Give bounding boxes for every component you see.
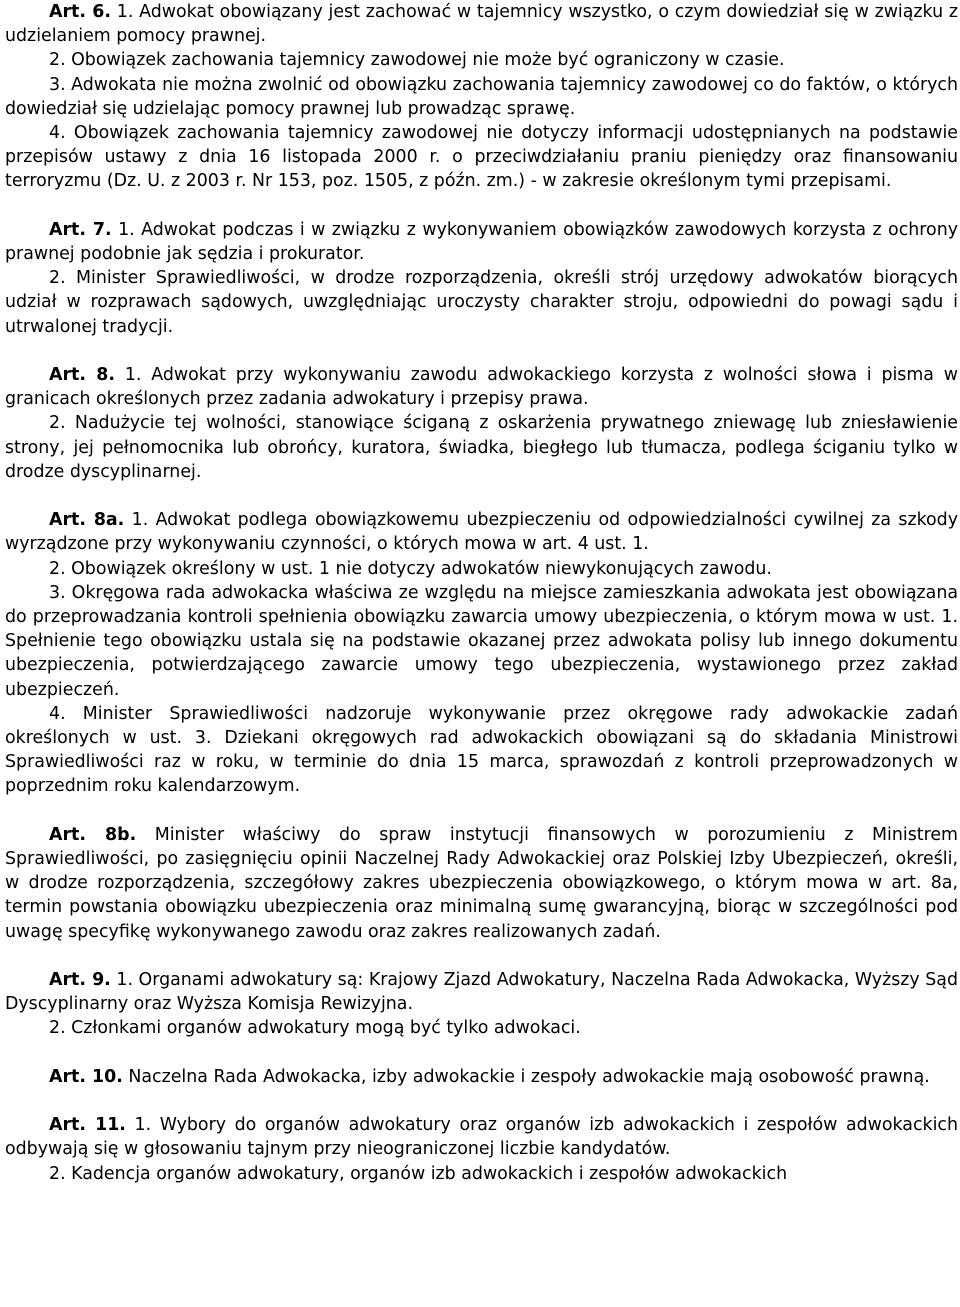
article-paragraph: 3. Okręgowa rada adwokacka właściwa ze względu na miejsce zamieszkania adwokata jest obowiązana do przeprowadzania kontroli spełnienia obowiązku zawarcia umowy ubezpieczenia, o którym mowa w ust. 1. Spełnienie tego obowiązku ustala się na podstawie okazanej przez adwokata polisy lub innego dokumentu ubezpieczenia, potwierdzającego zawarcie umowy tego ubezpieczenia, wystawionego przez zakład ubezpieczeń. xyxy=(5,582,958,700)
article-paragraph xyxy=(5,1065,958,1089)
article-paragraph xyxy=(5,1113,958,1161)
article-paragraph: 3. Adwokata nie można zwolnić od obowiązku zachowania tajemnicy zawodowej co do faktów, o których dowiedział się udzielając pomocy prawnej lub prowadząc sprawę. xyxy=(5,74,958,119)
article-paragraph: 2. Nadużycie tej wolności, stanowiące ściganą z oskarżenia prywatnego zniewagę lub zniesławienie strony, jej pełnomocnika lub obrońcy, kuratora, świadka, biegłego lub tłumacza, podlega ściganiu tylko w drodze dyscyplinarnej. xyxy=(5,413,958,482)
article-6 xyxy=(5,0,958,194)
paragraph-text: 1. Organami adwokatury są: Krajowy Zjazd Adwokatury, Naczelna Rada Adwokacka, Wyższy Sąd Dyscyplinarny oraz Wyższa Komisja Rewizyjna. xyxy=(5,970,959,1015)
paragraph-text: 1. Adwokat podlega obowiązkowemu ubezpieczeniu od odpowiedzialności cywilnej za szkody wyrządzone przy wykonywaniu czynności, o których mowa w art. 4 ust. 1. xyxy=(5,510,959,555)
article-paragraph: 4. Minister Sprawiedliwości nadzoruje wykonywanie przez okręgowe rady adwokackie zadań określonych w ust. 3. Dziekani okręgowych rad adwokackich obowiązani są do składania Ministrowi Sprawiedliwości raz w roku, w terminie do dnia 15 marca, sprawozdań z kontroli przeprowadzonych w poprzednim roku kalendarzowym. xyxy=(5,703,958,797)
article-number: Art. 8b. xyxy=(49,824,137,845)
article-paragraph xyxy=(5,508,958,556)
article-11 xyxy=(5,1113,958,1186)
paragraph-text: 1. Adwokat podczas i w związku z wykonywaniem obowiązków zawodowych korzysta z ochrony prawnej podobnie jak sędzia i prokurator. xyxy=(5,219,959,265)
article-8a xyxy=(5,508,958,798)
article-paragraph: 4. Obowiązek zachowania tajemnicy zawodowej nie dotyczy informacji udostępnianych na podstawie przepisów ustawy z dnia 16 listopada 2000 r. o przeciwdziałaniu praniu pieniędzy oraz finansowaniu terroryzmu (Dz. U. z 2003 r. Nr 153, poz. 1505, z późn. zm.) - w zakresie określonym tymi przepisami. xyxy=(5,123,958,192)
paragraph-text: 1. Wybory do organów adwokatury oraz organów izb adwokackich i zespołów adwokackich odbywają się w głosowaniu tajnym przy nieograniczonej liczbie kandydatów. xyxy=(5,1115,958,1160)
article-paragraph xyxy=(5,0,958,48)
article-number: Art. 8a. xyxy=(49,510,125,531)
article-paragraph: 2. Kadencja organów adwokatury, organów izb adwokackich i zespołów adwokackich xyxy=(49,1163,788,1184)
document-page xyxy=(5,0,958,1186)
article-8b xyxy=(5,823,958,944)
article-paragraph: 2. Minister Sprawiedliwości, w drodze rozporządzenia, określi strój urzędowy adwokatów biorących udział w rozprawach sądowych, uwzględniając uroczysty charakter stroju, odpowiedni do powagi sądu i utrwalonej tradycji. xyxy=(5,268,958,337)
article-number: Art. 7. xyxy=(49,219,112,240)
article-7 xyxy=(5,218,958,339)
article-paragraph: 2. Obowiązek określony w ust. 1 nie dotyczy adwokatów niewykonujących zawodu. xyxy=(49,558,772,579)
paragraph-text: 1. Adwokat obowiązany jest zachować w tajemnicy wszystko, o czym dowiedział się w związku z udzielaniem pomocy prawnej. xyxy=(5,2,959,47)
article-8 xyxy=(5,363,958,484)
article-paragraph xyxy=(5,218,958,266)
article-number: Art. 10. xyxy=(49,1066,123,1087)
paragraph-text: Naczelna Rada Adwokacka, izby adwokackie i zespoły adwokackie mają osobowość prawną. xyxy=(128,1066,930,1087)
article-10 xyxy=(5,1065,958,1089)
article-9 xyxy=(5,968,958,1041)
article-number: Art. 8. xyxy=(49,365,116,386)
article-number: Art. 6. xyxy=(49,2,111,22)
article-paragraph xyxy=(5,823,958,944)
paragraph-text: Minister właściwy do spraw instytucji finansowych w porozumieniu z Ministrem Sprawiedliwości, po zasięgnięciu opinii Naczelnej Rady Adwokackiej oraz Polskiej Izby Ubezpieczeń, określi, w drodze rozporządzenia, szczegółowy zakres ubezpieczenia obowiązkowego, o którym mowa w art. 8a, termin powstania obowiązku ubezpieczenia oraz minimalną sumę gwarancyjną, biorąc w szczególności pod uwagę specyfikę wykonywanego zawodu oraz zakres realizowanych zadań. xyxy=(5,824,958,942)
article-number: Art. 11. xyxy=(49,1115,126,1136)
article-paragraph xyxy=(5,363,958,411)
paragraph-text: 1. Adwokat przy wykonywaniu zawodu adwokackiego korzysta z wolności słowa i pisma w granicach określonych przez zadania adwokatury i przepisy prawa. xyxy=(5,365,959,410)
article-paragraph: 2. Członkami organów adwokatury mogą być tylko adwokaci. xyxy=(49,1018,581,1039)
article-number: Art. 9. xyxy=(49,970,111,991)
article-paragraph: 2. Obowiązek zachowania tajemnicy zawodowej nie może być ograniczony w czasie. xyxy=(49,50,785,71)
article-paragraph xyxy=(5,968,958,1016)
